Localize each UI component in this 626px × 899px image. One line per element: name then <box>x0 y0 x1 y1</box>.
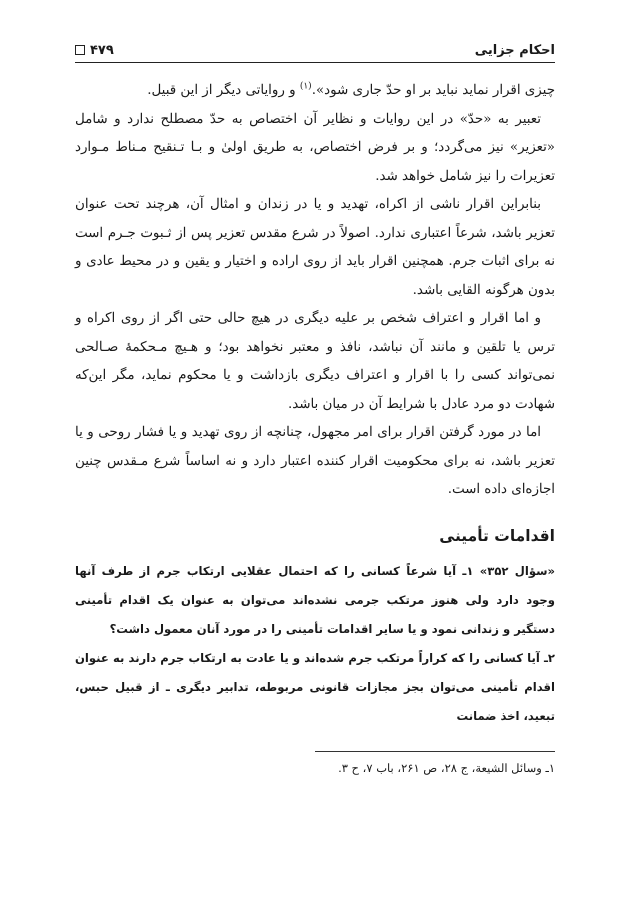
footnote: ۱ـ وسائل الشیعة، ج ۲۸، ص ۲۶۱، باب ۷، ح ۳. <box>338 760 555 775</box>
paragraph-3: بنابراین اقرار ناشی از اکراه، تهدید و یا در زندان و امثال آن، هرچند تحت عنوان تعزیر باشد، شرعاً اعتباری ندارد. اصولاً در شرع مقدس تعزیر پس از ثـبوت جـرم است نه برای اثبات جرم. همچنین اقرار باید از روی اراده و اختیار و یقین و در محیط عادی و بدون هرگونه القایی باشد. <box>75 197 555 298</box>
paragraph-2: تعبیر به «حدّ» در این روایات و نظایر آن اختصاص به حدّ مصطلح ندارد و شامل «تعزیر» نیز می‌گردد؛ و بر فرض اختصاص، به طریق اولیٰ و بـا تـنقیح مـناط مـوارد تعزیرات را نیز شامل خواهد شد. <box>75 111 555 184</box>
question-item-1-text: ۱ـ آیا شرعاً کسانی را که احتمال عقلایی ارتکاب جرم از طرف آنها وجود دارد ولی هنوز مرتکب جرمی نشده‌اند می‌توان به عنوان یک اقدام تأمینی دستگیر و زندانی نمود و یا سایر اقدامات تأمینی را در مورد آنان معمول داشت؟ <box>75 563 555 636</box>
footnote-divider <box>315 751 555 752</box>
page-number: ۴۷۹ <box>90 42 114 58</box>
book-page <box>75 38 555 778</box>
footnote-ref: (۱) <box>299 81 312 92</box>
question-item-2: ۲ـ آیا کسانی را که کراراً مرتکب جرم شده‌اند و یا عادت به ارتکاب جرم دارند به عنوان اقدام تأمینی می‌توان بجز مجازات قانونی مربوطه، تدابیر دیگری ـ از قبیل حبس، تبعید، اخذ ضمانت <box>75 650 555 723</box>
paragraph-4: و اما اقرار و اعتراف شخص بر علیه دیگری در هیچ حالی حتی اگر از روی اکراه و ترس یا تلقین و مانند آن نباشد، نافذ و معتبر نخواهد بود؛ و هـیچ مـحکمهٔ صـالحی نمی‌تواند کسی را با اقرار و اعتراف دیگری بازداشت و یا محکوم نماید، مگر این‌که شهادت دو مرد عادل با شرایط آن در میان باشد. <box>75 311 555 412</box>
section-title: اقدامات تأمینی <box>439 526 555 545</box>
paragraph-1-tail: و روایاتی دیگر از این قبیل. <box>147 83 300 98</box>
header-title: احکام جزایی <box>474 42 555 58</box>
page-number-block <box>75 43 114 58</box>
question-item-1 <box>75 557 555 644</box>
question-label: «سؤال ۳۵۲» <box>479 563 555 578</box>
paragraph-1-text: چیزی اقرار نماید نباید بر او حدّ جاری شود». <box>311 83 555 98</box>
square-icon <box>75 45 85 55</box>
paragraph-1 <box>75 77 555 106</box>
question-block <box>75 557 555 731</box>
body-text <box>75 77 555 505</box>
paragraph-5: اما در مورد گرفتن اقرار برای امر مجهول، چنانچه از روی تهدید و یا فشار روحی و یا تعزیر باشد، نه برای محکومیت اقرار کننده اعتبار دارد و نه اساساً شرع مـقدس چنین اجازه‌ای داده است. <box>75 425 555 497</box>
running-header <box>75 38 555 63</box>
